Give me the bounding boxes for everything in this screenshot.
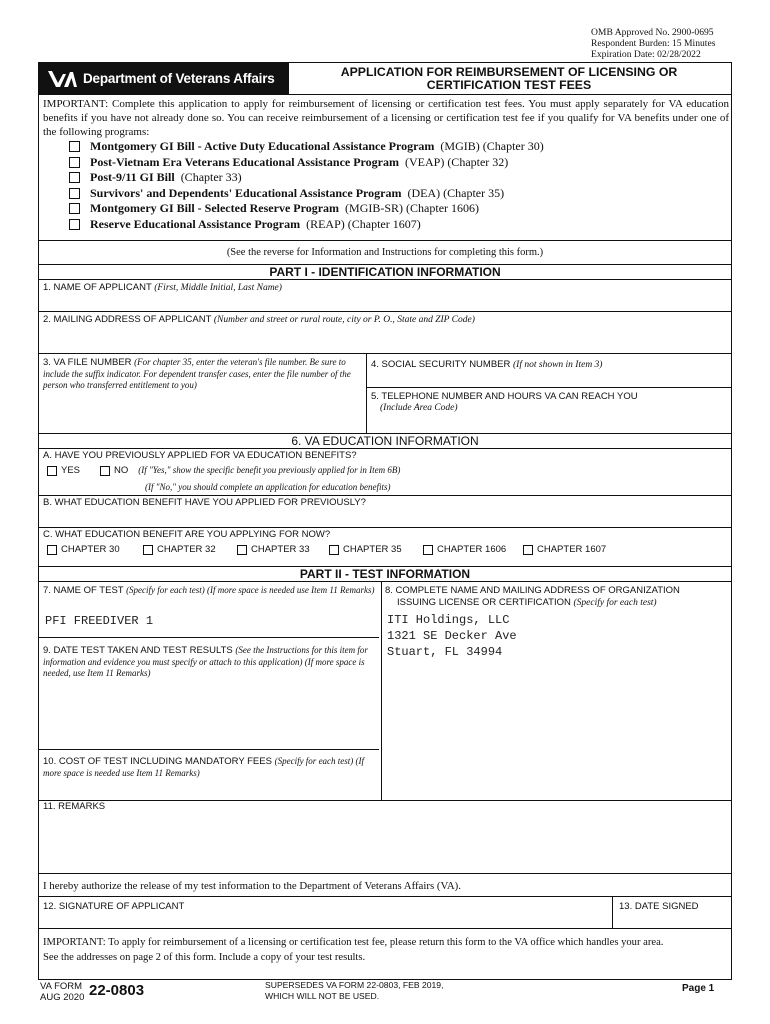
- item5-hint: (Include Area Code): [380, 402, 458, 413]
- item7-label-text: 7. NAME OF TEST: [43, 585, 124, 596]
- item1-label-text: 1. NAME OF APPLICANT: [43, 282, 152, 293]
- yes-checkbox[interactable]: [47, 466, 57, 476]
- see-reverse-note: (See the reverse for Information and Instructions for completing this form.): [226, 247, 544, 258]
- yes-label: YES: [61, 465, 81, 476]
- chapter1607-checkbox[interactable]: [523, 545, 533, 555]
- supersedes-line1: SUPERSEDES VA FORM 22-0803, FEB 2019,: [265, 980, 444, 990]
- remarks-field[interactable]: [39, 813, 731, 873]
- item9-label-text: 9. DATE TEST TAKEN AND TEST RESULTS: [43, 645, 233, 656]
- item4-label-text: 4. SOCIAL SECURITY NUMBER: [371, 359, 511, 370]
- bottom-important-notice: [43, 935, 729, 965]
- item6c-label: C. WHAT EDUCATION BENEFIT ARE YOU APPLYING FOR NOW?: [43, 529, 331, 540]
- supersedes-line2: WHICH WILL NOT BE USED.: [265, 991, 380, 1001]
- item4-label: [371, 359, 602, 372]
- program-code: (Chapter 33): [180, 170, 242, 184]
- part1-title: PART I - IDENTIFICATION INFORMATION: [269, 265, 501, 279]
- test-name-value[interactable]: PFI FREEDIVER 1: [45, 614, 154, 628]
- program-checkbox-veap[interactable]: [69, 157, 80, 168]
- program-row[interactable]: [69, 201, 544, 217]
- item1-hint: (First, Middle Initial, Last Name): [154, 283, 282, 293]
- chapter-label: CHAPTER 30: [61, 544, 120, 555]
- applicant-name-field[interactable]: [39, 293, 731, 311]
- program-name: Montgomery GI Bill - Selected Reserve Program: [90, 201, 340, 215]
- item7-hint: (Specify for each test) (If more space is needed use Item 11 Remarks): [126, 585, 375, 595]
- date-signed-field[interactable]: [613, 913, 731, 928]
- item11-label: 11. REMARKS: [43, 801, 106, 812]
- chapter35-checkbox[interactable]: [329, 545, 339, 555]
- item5-label-text: 5. TELEPHONE NUMBER AND HOURS VA CAN REACH YOU: [371, 391, 638, 402]
- part2-title: PART II - TEST INFORMATION: [299, 567, 471, 581]
- item10-label-text: 10. COST OF TEST INCLUDING MANDATORY FEES: [43, 756, 272, 767]
- program-row[interactable]: [69, 155, 544, 171]
- form-title: [299, 66, 719, 92]
- item9-label: [43, 645, 377, 680]
- omb-info: [591, 27, 715, 60]
- chapter-label: CHAPTER 32: [157, 544, 216, 555]
- chapter-options-row: [47, 544, 606, 555]
- no-label: NO: [114, 465, 129, 476]
- org-street-line: 1321 SE Decker Ave: [387, 629, 517, 643]
- chapter33-checkbox[interactable]: [237, 545, 247, 555]
- signature-field[interactable]: [39, 913, 612, 928]
- program-name: Post-Vietnam Era Veterans Educational Assistance Program: [90, 154, 399, 169]
- program-name: Reserve Educational Assistance Program: [90, 216, 301, 231]
- item2-hint: (Number and street or rural route, city or P. O., State and ZIP Code): [213, 315, 475, 325]
- item6a-label: A. HAVE YOU PREVIOUSLY APPLIED FOR VA EDUCATION BENEFITS?: [43, 450, 357, 461]
- program-name: Post-9/11 GI Bill: [90, 170, 175, 184]
- yes-hint: (If "Yes," show the specific benefit you previously applied for in Item 6B): [138, 465, 401, 475]
- item8-label-line1: 8. COMPLETE NAME AND MAILING ADDRESS OF ORGANIZATION: [385, 585, 680, 596]
- item8-label-line2: ISSUING LICENSE OR CERTIFICATION: [397, 596, 571, 608]
- program-checkbox-ch33[interactable]: [69, 172, 80, 183]
- authorization-statement: I hereby authorize the release of my test information to the Department of Veterans Affairs (VA).: [43, 880, 461, 892]
- item10-hint: (Specify for each test) (If more space is needed use Item 11 Remarks): [43, 756, 365, 778]
- program-checkbox-reap[interactable]: [69, 219, 80, 230]
- program-row[interactable]: [69, 217, 544, 233]
- item7-label: [43, 585, 377, 597]
- program-row[interactable]: [69, 186, 544, 202]
- item3-label-text: 3. VA FILE NUMBER: [43, 357, 132, 368]
- chapter1606-checkbox[interactable]: [423, 545, 433, 555]
- chapter-label: CHAPTER 35: [343, 544, 402, 555]
- va-seal-icon: [47, 68, 77, 90]
- test-cost-field[interactable]: [39, 781, 381, 800]
- item2-label-text: 2. MAILING ADDRESS OF APPLICANT: [43, 314, 212, 325]
- omb-burden: Respondent Burden: 15 Minutes: [591, 38, 716, 49]
- program-checkbox-dea[interactable]: [69, 188, 80, 199]
- form-frame: [38, 62, 732, 980]
- previous-benefit-field[interactable]: [39, 509, 731, 527]
- program-list: [69, 139, 544, 232]
- item2-label: [43, 314, 475, 327]
- item8-hint: (Specify for each test): [573, 597, 657, 608]
- form-number: 22-0803: [89, 982, 145, 999]
- program-checkbox-mgib-sr[interactable]: [69, 203, 80, 214]
- ssn-field[interactable]: [367, 371, 731, 387]
- program-code: (MGIB-SR) (Chapter 1606): [345, 201, 480, 215]
- item13-label: 13. DATE SIGNED: [619, 901, 699, 912]
- item3-hint: (For chapter 35, enter the veteran's file number. Be sure to include the suffix indicator. For dependent transfer cases, enter the file number of the person who transferred entitlement to you): [43, 357, 351, 390]
- test-date-results-field[interactable]: [39, 683, 381, 749]
- org-name-line: ITI Holdings, LLC: [387, 613, 510, 627]
- va-logo-banner: [39, 63, 289, 94]
- previously-applied-row: [47, 465, 400, 476]
- item6b-label: B. WHAT EDUCATION BENEFIT HAVE YOU APPLIED FOR PREVIOUSLY?: [43, 497, 366, 508]
- item3-label: [43, 357, 361, 392]
- organization-address-value[interactable]: [387, 612, 517, 660]
- org-city-line: Stuart, FL 34994: [387, 645, 503, 659]
- program-code: (MGIB) (Chapter 30): [440, 139, 544, 153]
- item8-label: [385, 585, 680, 609]
- bottom-important-line1: IMPORTANT: To apply for reimbursement of a licensing or certification test fee, please return this form to the VA office which handles your area.: [43, 937, 664, 948]
- chapter-label: CHAPTER 1606: [437, 544, 507, 555]
- form-date: AUG 2020: [40, 992, 85, 1003]
- program-row[interactable]: [69, 139, 544, 155]
- item10-label: [43, 756, 377, 779]
- form-title-line2: CERTIFICATION TEST FEES: [426, 78, 592, 92]
- important-notice: IMPORTANT: Complete this application to apply for reimbursement of licensing or certification test fees. You must apply separately for VA education benefits if you have not already done so. You can receive reimbursement of a licensing or certification test fee if you qualify for VA benefits under one of the following programs:: [43, 98, 729, 138]
- va-form-label: VA FORM: [40, 981, 83, 992]
- chapter-label: CHAPTER 1607: [537, 544, 607, 555]
- va-file-number-field[interactable]: [39, 393, 366, 433]
- section6-title: 6. VA EDUCATION INFORMATION: [291, 434, 479, 448]
- form-id: [40, 981, 84, 1003]
- program-code: (DEA) (Chapter 35): [407, 185, 505, 200]
- supersedes-note: [265, 980, 443, 1002]
- no-checkbox[interactable]: [100, 466, 110, 476]
- program-name: Montgomery GI Bill - Active Duty Educational Assistance Program: [90, 139, 435, 153]
- bottom-important-line2: See the addresses on page 2 of this form. Include a copy of your test results.: [43, 952, 366, 963]
- chapter32-checkbox[interactable]: [143, 545, 153, 555]
- program-row[interactable]: [69, 170, 544, 186]
- item12-label: 12. SIGNATURE OF APPLICANT: [43, 901, 185, 912]
- item4-hint: (If not shown in Item 3): [513, 360, 603, 370]
- no-hint: (If "No," you should complete an application for education benefits): [145, 482, 391, 492]
- chapter-label: CHAPTER 33: [251, 544, 310, 555]
- program-code: (VEAP) (Chapter 32): [404, 154, 509, 169]
- program-checkbox-mgib[interactable]: [69, 141, 80, 152]
- page-number: Page 1: [682, 983, 715, 994]
- omb-expiration: Expiration Date: 02/28/2022: [591, 49, 701, 60]
- agency-name: Department of Veterans Affairs: [83, 71, 275, 86]
- telephone-field[interactable]: [367, 415, 731, 433]
- item9-hint: (See the Instructions for this item for information and evidence you must specify or attach to this application) (If more space is needed, use Item 11 Remarks): [43, 645, 368, 678]
- omb-approved: OMB Approved No. 2900-0695: [591, 27, 714, 38]
- form-title-line1: APPLICATION FOR REIMBURSEMENT OF LICENSING OR: [340, 65, 678, 79]
- item5-label: [371, 391, 638, 414]
- chapter30-checkbox[interactable]: [47, 545, 57, 555]
- program-code: (REAP) (Chapter 1607): [306, 216, 421, 231]
- mailing-address-field[interactable]: [39, 326, 731, 353]
- program-name: Survivors' and Dependents' Educational Assistance Program: [90, 185, 402, 200]
